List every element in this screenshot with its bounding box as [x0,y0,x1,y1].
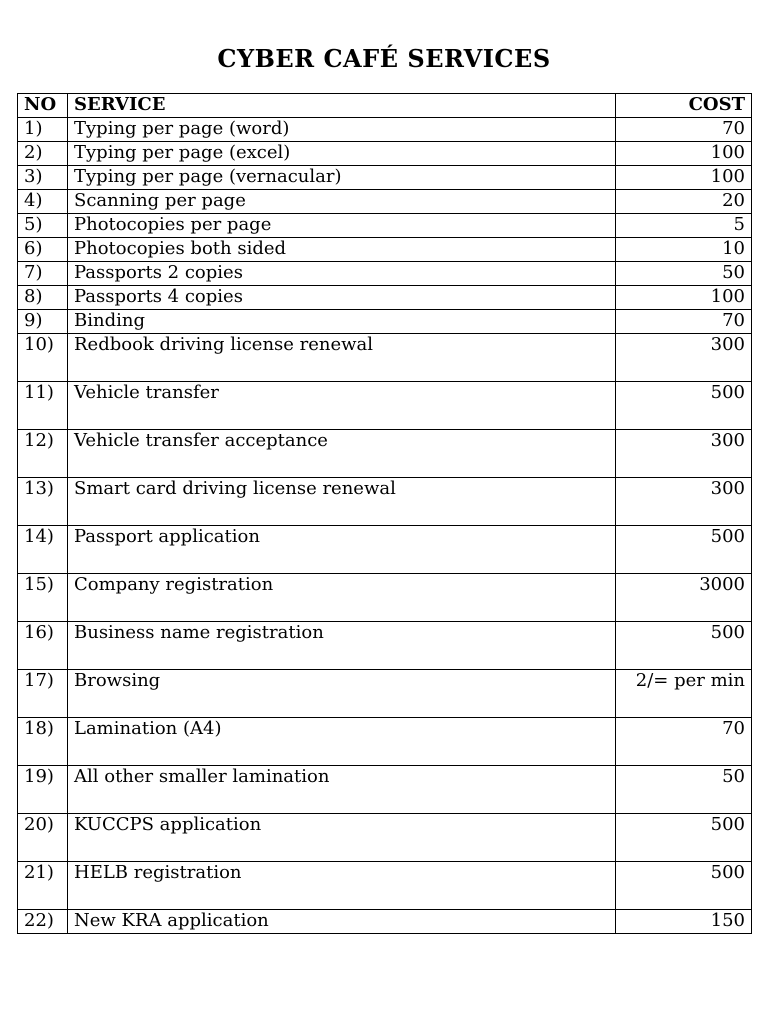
table-row [18,262,752,286]
row-number: 10) [18,334,68,382]
cost-cell: 300 [616,430,752,478]
service-cell: Typing per page (vernacular) [68,166,616,190]
cost-cell: 500 [616,862,752,910]
table-row [18,622,752,670]
row-number: 9) [18,310,68,334]
page-title: CYBER CAFÉ SERVICES [217,44,551,73]
cost-cell: 500 [616,622,752,670]
row-number: 22) [18,910,68,934]
service-cell: Company registration [68,574,616,622]
row-number: 7) [18,262,68,286]
row-number: 8) [18,286,68,310]
cost-cell: 500 [616,382,752,430]
header-cost: COST [616,94,752,118]
cost-cell: 10 [616,238,752,262]
cost-cell: 3000 [616,574,752,622]
table-row [18,118,752,142]
cost-cell: 100 [616,142,752,166]
service-cell: Smart card driving license renewal [68,478,616,526]
service-cell: HELB registration [68,862,616,910]
row-number: 6) [18,238,68,262]
cost-cell: 70 [616,310,752,334]
cost-cell: 5 [616,214,752,238]
table-row [18,574,752,622]
table-row [18,478,752,526]
cost-cell: 70 [616,718,752,766]
service-cell: Typing per page (word) [68,118,616,142]
row-number: 13) [18,478,68,526]
service-cell: Typing per page (excel) [68,142,616,166]
cost-cell: 100 [616,286,752,310]
table-row [18,862,752,910]
service-cell: Passports 4 copies [68,286,616,310]
table-row [18,166,752,190]
service-cell: Redbook driving license renewal [68,334,616,382]
row-number: 20) [18,814,68,862]
cost-cell: 2/= per min [616,670,752,718]
cost-cell: 300 [616,478,752,526]
table-row [18,214,752,238]
service-cell: Browsing [68,670,616,718]
row-number: 15) [18,574,68,622]
table-row [18,286,752,310]
header-row [18,94,752,118]
table-row [18,142,752,166]
row-number: 19) [18,766,68,814]
table-row [18,334,752,382]
service-cell: Vehicle transfer acceptance [68,430,616,478]
cost-cell: 100 [616,166,752,190]
service-cell: Binding [68,310,616,334]
service-cell: All other smaller lamination [68,766,616,814]
service-cell: Lamination (A4) [68,718,616,766]
cost-cell: 50 [616,262,752,286]
row-number: 14) [18,526,68,574]
service-cell: Passport application [68,526,616,574]
service-cell: Scanning per page [68,190,616,214]
row-number: 1) [18,118,68,142]
table-row [18,766,752,814]
cost-cell: 70 [616,118,752,142]
table-row [18,430,752,478]
row-number: 5) [18,214,68,238]
table-row [18,382,752,430]
row-number: 2) [18,142,68,166]
table-row [18,310,752,334]
row-number: 21) [18,862,68,910]
table-body [18,118,752,934]
row-number: 3) [18,166,68,190]
table-row [18,910,752,934]
table-row [18,718,752,766]
row-number: 17) [18,670,68,718]
header-no: NO [18,94,68,118]
service-cell: Passports 2 copies [68,262,616,286]
service-cell: Business name registration [68,622,616,670]
service-cell: Photocopies both sided [68,238,616,262]
row-number: 16) [18,622,68,670]
cost-cell: 50 [616,766,752,814]
service-cell: Vehicle transfer [68,382,616,430]
table-row [18,814,752,862]
service-cell: KUCCPS application [68,814,616,862]
cost-cell: 20 [616,190,752,214]
cost-cell: 300 [616,334,752,382]
row-number: 18) [18,718,68,766]
header-service: SERVICE [68,94,616,118]
row-number: 12) [18,430,68,478]
services-table [17,93,752,934]
service-cell: New KRA application [68,910,616,934]
row-number: 4) [18,190,68,214]
table-row [18,526,752,574]
table-row [18,190,752,214]
table-row [18,670,752,718]
cost-cell: 150 [616,910,752,934]
cost-cell: 500 [616,526,752,574]
cost-cell: 500 [616,814,752,862]
row-number: 11) [18,382,68,430]
table-row [18,238,752,262]
service-cell: Photocopies per page [68,214,616,238]
